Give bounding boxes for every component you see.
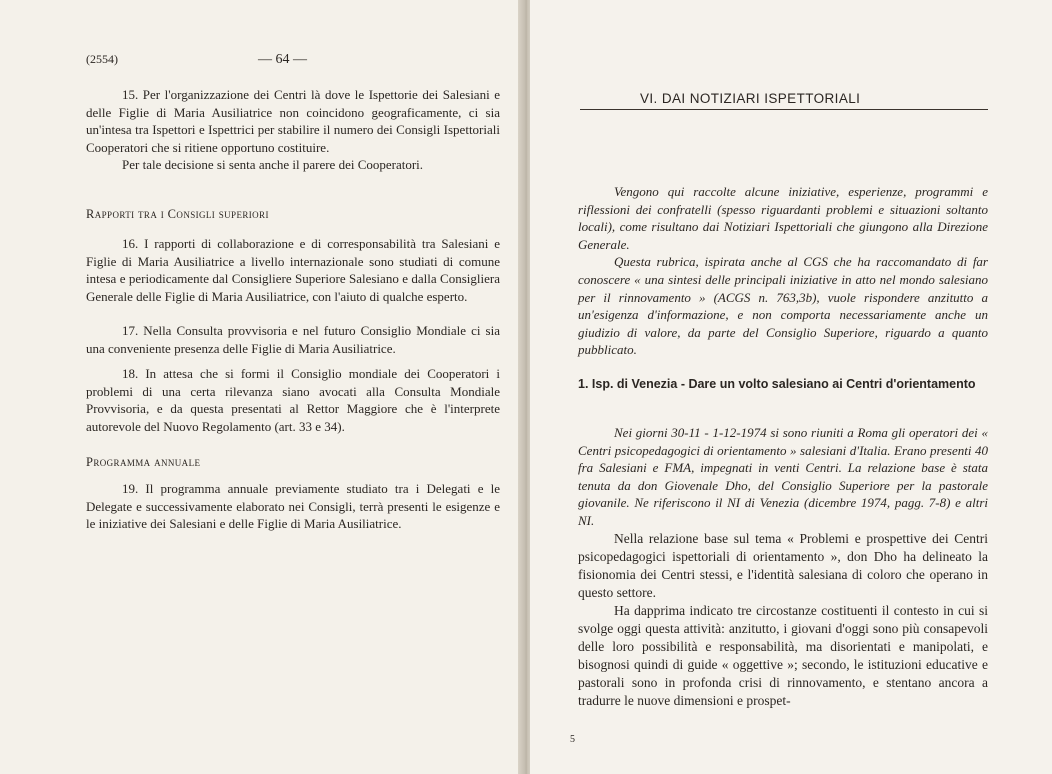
paragraph-16 xyxy=(86,235,500,305)
paragraph-18-text: 18. In attesa che si formi il Consiglio mondiale dei Cooperatori i problemi di una certa rilevanza siano avocati alla Consulta Mondiale Provvisoria, e da questa presentati al Rettor Maggiore che è l'interprete autorevole del Nuovo Regolamento (art. 33 e 34). xyxy=(86,366,500,434)
page-number: — 64 — xyxy=(258,52,307,67)
heading-rapporti: Rapporti tra i Consigli superiori xyxy=(86,207,269,221)
paragraph-15-text: 15. Per l'organizzazione dei Centri là dove le Ispettorie dei Salesiani e delle Figlie di Maria Ausiliatrice non coincidono geograficamente, ci sia un'intesa tra Ispettori e Ispettrici per stabilire il numero dei Consigli Ispettoriali Cooperatori che si ritiene opportuno costituire. xyxy=(86,87,500,155)
paragraph-16-text: 16. I rapporti di collaborazione e di corresponsabilità tra Salesiani e Figlie di Maria Ausiliatrice a livello internazionale sono studiati di comune intesa e periodicamente dal Consigliere Superiore Salesiano e dalla Consigliera Generale delle Figlie di Maria Ausiliatrice, con l'aiuto di qualche esperto. xyxy=(86,236,500,304)
paragraph-19 xyxy=(86,480,500,533)
paragraph-15 xyxy=(86,86,500,174)
article-body xyxy=(578,530,988,710)
right-page xyxy=(530,0,1052,774)
footer-mark: 5 xyxy=(570,734,575,745)
paragraph-17 xyxy=(86,322,500,357)
paragraph-19-text: 19. Il programma annuale previamente studiato tra i Delegati e le Delegate e successivamente elaborato nei Consigli, terrà presenti le esigenze e le iniziative dei Salesiani e delle Figlie di Maria Ausiliatrice. xyxy=(86,481,500,532)
document-code: (2554) xyxy=(86,52,118,66)
italic-summary-text: Nei giorni 30-11 - 1-12-1974 si sono riuniti a Roma gli operatori dei « Centri psicopedagogici di orientamento » salesiani d'Italia. Erano presenti 40 fra Salesiani e FMA, impegnati in venti Centri. La relazione base è stata tenuta da don Giovenale Dho, del Consiglio Superiore per la pastorale giovanile. Ne riferiscono il NI di Venezia (dicembre 1974, pagg. 7-8) e altri NI. xyxy=(578,425,988,528)
body-paragraph-1: Nella relazione base sul tema « Problemi e prospettive dei Centri psicopedagogici ispettoriali di orientamento », don Dho ha delineato la fisionomia dei Centri stessi, e l'identità salesiana di coloro che operano in questo settore. xyxy=(578,531,988,600)
intro-paragraph-1: Vengono qui raccolte alcune iniziative, esperienze, programmi e riflessioni dei confratelli (spesso riguardanti problemi e situazioni soltanto locali), come risultano dai Notiziari Ispettoriali che giungono alla Direzione Generale. xyxy=(578,184,988,252)
heading-programma: Programma annuale xyxy=(86,455,201,469)
intro-block xyxy=(578,183,988,359)
section-rule xyxy=(580,109,988,110)
paragraph-18 xyxy=(86,365,500,435)
paragraph-15-followup: Per tale decisione si senta anche il parere dei Cooperatori. xyxy=(122,157,424,173)
section-title: VI. DAI NOTIZIARI ISPETTORIALI xyxy=(640,91,861,106)
article-heading: 1. Isp. di Venezia - Dare un volto salesiano ai Centri d'orientamento xyxy=(578,377,976,391)
intro-paragraph-2: Questa rubrica, ispirata anche al CGS che ha raccomandato di far conoscere « una sintesi delle principali iniziative in atto nel mondo salesiano per il rinnovamento » (ACGS n. 763,3b), vuole rispondere anzitutto a un'esigenza d'informazione, e non comporta necessariamente anche un giudizio di valore, da parte del Consiglio Superiore, riguardo a quanto pubblicato. xyxy=(578,254,988,358)
paragraph-17-text: 17. Nella Consulta provvisoria e nel futuro Consiglio Mondiale ci sia una conveniente presenza delle Figlie di Maria Ausiliatrice. xyxy=(86,323,500,356)
italic-summary xyxy=(578,424,988,530)
left-page xyxy=(0,0,522,774)
body-paragraph-2: Ha dapprima indicato tre circostanze costituenti il contesto in cui si svolge oggi questa attività: anzitutto, i giovani d'oggi sono più consapevoli delle loro possibilità e responsabilità, ma disorientati e manipolati, e bisognosi quindi di guide « oggettive »; secondo, le istituzioni educative e pastorali sono in profonda crisi di rinnovamento, e stentano ancora a tradurre le nuove dimensioni e prospet- xyxy=(578,603,988,708)
